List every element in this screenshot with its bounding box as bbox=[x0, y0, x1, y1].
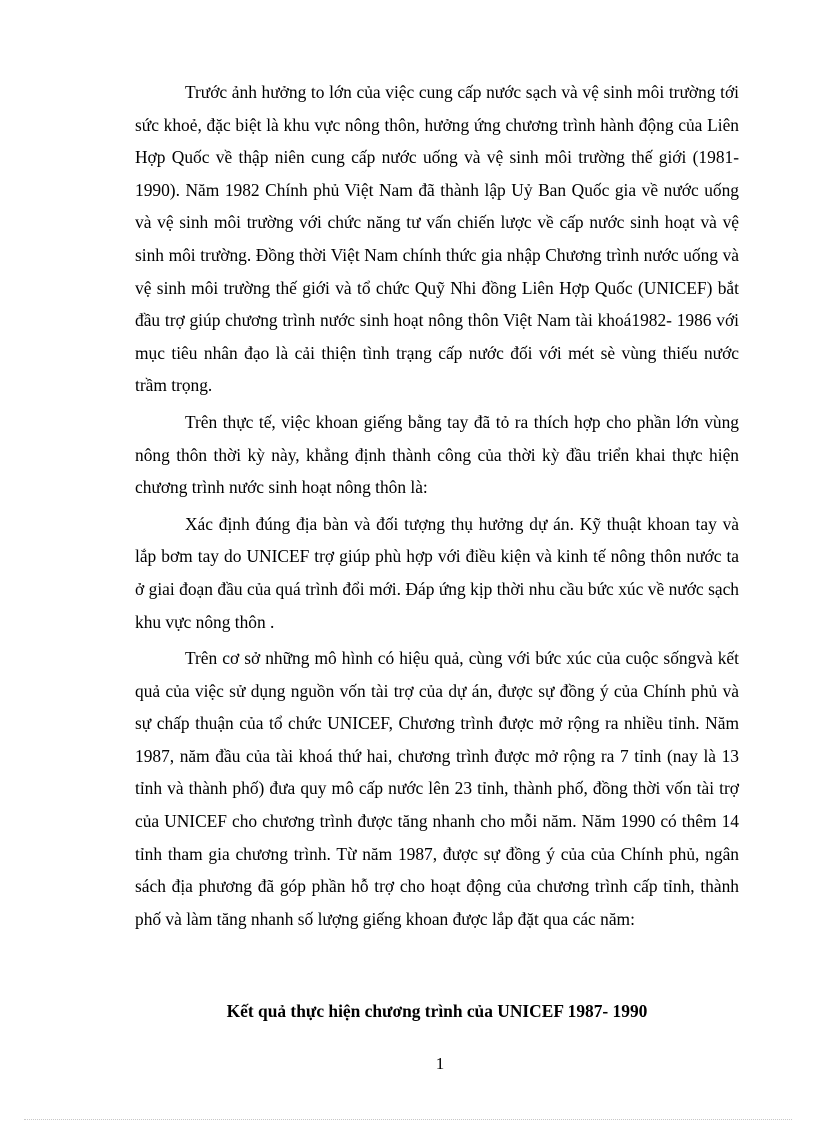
paragraph-intro: Trước ảnh hưởng to lớn của việc cung cấp nước sạch và vệ sinh môi trường tới sức khoẻ, đặc biệt là khu vực nông thôn, hưởng ứng chương trình hành động của Liên Hợp Quốc về thập niên cung cấp nước uống và vệ sinh môi trường thế giới (1981-1990). Năm 1982 Chính phủ Việt Nam đã thành lập Uỷ Ban Quốc gia về nước uống và vệ sinh môi trường với chức năng tư vấn chiến lược về cấp nước sinh hoạt và vệ sinh môi trường. Đồng thời Việt Nam chính thức gia nhập Chương trình nước uống và vệ sinh môi trường thế giới và tổ chức Quỹ Nhi đồng Liên Hợp Quốc (UNICEF) bắt đầu trợ giúp chương trình nước sinh hoạt nông thôn Việt Nam tài khoá1982- 1986 với mục tiêu nhân đạo là cải thiện tình trạng cấp nước đối với mét sè vùng thiếu nước trầm trọng. bbox=[135, 82, 739, 396]
body-text bbox=[135, 76, 739, 935]
paragraph-hand-drilling: Trên thực tế, việc khoan giếng bằng tay đã tỏ ra thích hợp cho phần lớn vùng nông thôn thời kỳ này, khẳng định thành công của thời kỳ đầu triển khai thực hiện chương trình nước sinh hoạt nông thôn là: bbox=[135, 411, 739, 498]
page-number: 1 bbox=[435, 1054, 445, 1073]
table-heading: Kết quả thực hiện chương trình của UNICEF 1987- 1990 bbox=[226, 1001, 648, 1021]
paragraph-program-expansion: Trên cơ sở những mô hình có hiệu quả, cùng với bức xúc của cuộc sốngvà kết quả của việc sử dụng nguồn vốn tài trợ của dự án, được sự đồng ý của Chính phủ và sự chấp thuận của tổ chức UNICEF, Chương trình được mở rộng ra nhiều tỉnh. Năm 1987, năm đầu của tài khoá thứ hai, chương trình được mở rộng ra 7 tỉnh (nay là 13 tỉnh và thành phố) đưa quy mô cấp nước lên 23 tỉnh, thành phố, đồng thời vốn tài trợ của UNICEF cho chương trình được tăng nhanh cho mỗi năm. Năm 1990 có thêm 14 tỉnh tham gia chương trình. Từ năm 1987, được sự đồng ý của của Chính phủ, ngân sách địa phương đã góp phần hỗ trợ cho hoạt động của chương trình cấp tỉnh, thành phố và làm tăng nhanh số lượng giếng khoan được lắp đặt qua các năm: bbox=[135, 648, 739, 929]
page-break-divider bbox=[24, 1119, 792, 1120]
paragraph-target-areas: Xác định đúng địa bàn và đối tượng thụ hưởng dự án. Kỹ thuật khoan tay và lắp bơm tay do UNICEF trợ giúp phù hợp với điều kiện và kinh tế nông thôn nước ta ở giai đoạn đầu của quá trình đổi mới. Đáp ứng kịp thời nhu cầu bức xúc về nước sạch khu vực nông thôn . bbox=[135, 513, 739, 632]
